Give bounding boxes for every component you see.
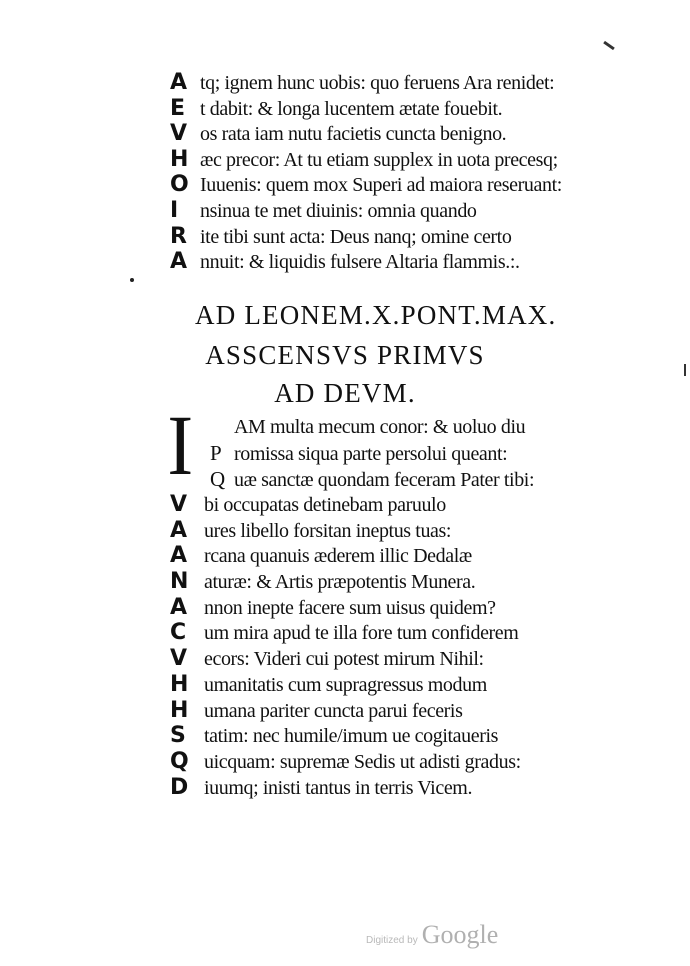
- acrostic-capital: I: [170, 197, 179, 223]
- verse-text: ecors: Videri cui potest mirum Nihil:: [204, 648, 484, 671]
- verse-line: [170, 725, 650, 751]
- verse-text: tatim: nec humile/imum ue cogitaueris: [204, 725, 499, 748]
- verse-line: [170, 622, 650, 648]
- verse-text: ures libello forsitan ineptus tuas:: [204, 519, 452, 542]
- margin-dot: [130, 278, 134, 282]
- acrostic-capital: P: [210, 441, 222, 465]
- verse-line: [170, 671, 650, 700]
- acrostic-poem-bottom: [170, 416, 650, 802]
- verse-line: [170, 545, 650, 571]
- verse-text: nnuit: & liquidis fulsere Altaria flammis.:.: [200, 251, 520, 274]
- verse-line: [170, 697, 650, 726]
- verse-line: [170, 146, 650, 175]
- acrostic-capital: O: [170, 172, 189, 198]
- verse-text: uæ sanctæ quondam feceram Pater tibi:: [234, 469, 535, 491]
- verse-text: AM multa mecum conor: & uoluo diu: [234, 416, 526, 438]
- section-heading-line-1: AD LEONEM.X.PONT.MAX.: [195, 300, 557, 330]
- verse-line: [170, 416, 650, 442]
- verse-text: uicquam: supremæ Sedis ut adisti gradus:: [204, 750, 521, 773]
- verse-text: iuumq; inisti tantus in terris Vicem.: [204, 776, 473, 799]
- acrostic-capital: D: [170, 774, 189, 800]
- acrostic-capital: E: [170, 95, 186, 121]
- verse-text: umanitatis cum supragressus modum: [204, 673, 487, 696]
- verse-line: [170, 571, 650, 597]
- acrostic-capital: N: [170, 569, 189, 595]
- verse-line: [170, 468, 650, 494]
- digitization-watermark: [366, 920, 498, 950]
- verse-text: bi occupatas detinebam paruulo: [204, 494, 446, 516]
- drop-capital: I: [167, 397, 192, 493]
- acrostic-capital: H: [170, 697, 189, 723]
- verse-text: umana pariter cuncta parui feceris: [204, 699, 463, 722]
- acrostic-capital: C: [170, 620, 187, 646]
- acrostic-capital: A: [170, 594, 188, 620]
- verse-text: os rata iam nutu facietis cuncta benigno.: [200, 123, 507, 146]
- acrostic-capital: Q: [170, 748, 189, 774]
- verse-line: [170, 251, 650, 277]
- acrostic-capital: H: [170, 146, 189, 172]
- verse-line: [170, 442, 650, 468]
- verse-text: aturæ: & Artis præpotentis Munera.: [204, 571, 476, 594]
- acrostic-capital: A: [170, 543, 188, 569]
- verse-text: tq; ignem hunc uobis: quo feruens Ara renidet:: [200, 72, 555, 94]
- verse-line: [170, 95, 650, 124]
- verse-text: æc precor: At tu etiam supplex in uota precesq;: [200, 148, 558, 171]
- acrostic-poem-top: [170, 72, 650, 277]
- acrostic-capital: H: [170, 671, 189, 697]
- verse-text: Iuuenis: quem mox Superi ad maiora reseruant:: [200, 174, 562, 197]
- verse-text: um mira apud te illa fore tum confiderem: [204, 622, 519, 645]
- acrostic-capital: Q: [210, 467, 226, 491]
- acrostic-capital: A: [170, 249, 188, 275]
- verse-line: [170, 72, 650, 98]
- verse-line: [170, 774, 650, 803]
- verse-line: [170, 174, 650, 200]
- verse-line: [170, 748, 650, 777]
- verse-text: rcana quanuis æderem illic Dedalæ: [204, 545, 472, 568]
- verse-line: [170, 648, 650, 674]
- acrostic-capital: S: [170, 723, 186, 749]
- verse-text: ite tibi sunt acta: Deus nanq; omine certo: [200, 225, 512, 248]
- acrostic-capital: V: [170, 121, 188, 147]
- verse-line: [170, 594, 650, 623]
- verse-line: [170, 494, 650, 520]
- verse-text: nsinua te met diuinis: omnia quando: [200, 199, 477, 222]
- google-logo: Google: [421, 920, 499, 949]
- verse-text: romissa siqua parte persolui queant:: [234, 443, 508, 465]
- acrostic-capital: R: [170, 223, 187, 249]
- verse-line: [170, 123, 650, 149]
- acrostic-capital: A: [170, 517, 188, 543]
- acrostic-capital: A: [170, 70, 188, 95]
- verse-line: [170, 517, 650, 546]
- acrostic-capital: V: [170, 646, 188, 672]
- acrostic-capital: V: [170, 492, 188, 517]
- verse-line: [170, 197, 650, 226]
- verse-text: nnon inepte facere sum uisus quidem?: [204, 596, 496, 619]
- section-heading-line-3: AD DEVM.: [274, 378, 416, 408]
- watermark-caption: Digitized by: [366, 935, 418, 946]
- section-heading-line-2: ASSCENSVS PRIMVS: [205, 340, 485, 370]
- ink-mark: [603, 41, 615, 50]
- verse-line: [170, 223, 650, 252]
- verse-text: t dabit: & longa lucentem ætate fouebit.: [200, 97, 503, 120]
